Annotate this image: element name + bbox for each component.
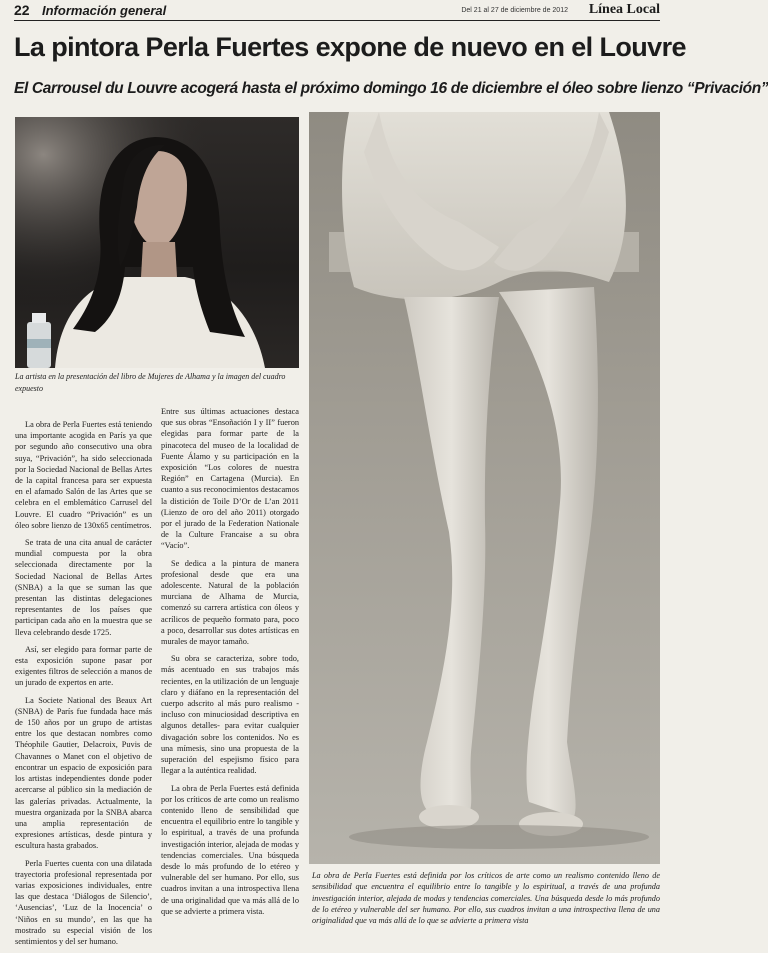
article-column-1 [15,419,152,953]
article-paragraph: Perla Fuertes cuenta con una dilatada trayectoria profesional representada por varias exposiciones individuales, entre las que destaca ‘Diálogos de Silencio’, ‘Ausencias’, ‘Luz de la Inocencia’ o ‘Niños en su mundo’, en las que ha mostrado su especial visión de los sentimientos y del ser humano. [15,858,152,946]
article-subheadline: El Carrousel du Louvre acogerá hasta el próximo domingo 16 de diciembre el óleo sobre lienzo “Privación” [14,80,768,97]
article-paragraph: La obra de Perla Fuertes está definida por los críticos de arte como un realismo contenido lleno de sensibilidad que encuentra el equilibrio entre lo tangible y lo espiritual, a través de una profunda investigación interior, alejada de modas y tendencias comerciales. Una búsqueda desde lo más profundo de lo etéreo y vulnerable del ser humano. Por ello, sus cuadros invitan a una introspectiva llena de una originalidad que va más allá de lo que se advierte a primera vista. [161,783,299,916]
article-paragraph: Se trata de una cita anual de carácter mundial compuesta por la obra seleccionada directamente por la Sociedad Nacional de Bellas Artes (SNBA) a la que se suman las que presentan las distintas delegaciones representantes de los países que participan cada año en la muestra que se lleva celebrando desde 1725. [15,538,152,637]
photo-caption: La artista en la presentación del libro de Mujeres de Alhama y la imagen del cuadro expuesto [15,372,286,393]
painting-image [309,112,660,864]
article-headline: La pintora Perla Fuertes expone de nuevo en el Louvre [14,32,686,62]
artist-photo [15,117,299,368]
artist-photo-illustration [15,117,299,368]
section-name: Información general [42,3,167,18]
article-paragraph: Entre sus últimas actuaciones destaca que sus obras “Ensoñación I y II” fueron elegidas para formar parte de la pinacoteca del museo de la localidad de Fuente Álamo y su participación en la exposición “Los colores de nuestra Región” en Cartagena (Murcia). En cuanto a sus reconocimientos destacamos la distición de Toile D’Or de L’an 2011 (Lienzo de oro del año 2011) otorgado por el jurado de la Federation Nationale de la Culture Francaise a su obra “Vacío”. [161,407,299,551]
header-rule [14,20,660,21]
painting-caption: La obra de Perla Fuertes está definida por los críticos de arte como un realismo contenido lleno de sensibilidad que encuentra el equilibrio entre lo tangible y lo espiritual, a través de una profunda investigación interior, alejada de modas y tendencias comerciales. Una búsqueda desde lo más profundo de lo etéreo y vulnerable del ser humano. Por ello, sus cuadros invitan a una introspectiva llena de una originalidad que va más allá de lo que se advierte a primera vista [312,871,660,926]
article-column-2 [161,406,299,923]
article-paragraph: Así, ser elegido para formar parte de esta exposición supone pasar por exigentes filtros de selección a manos de un jurado de expertos en arte. [15,644,152,688]
article-paragraph: La Societe National des Beaux Art (SNBA) de París fue fundada hace más de 150 años por un grupo de artistas entre los que destacan nombres como Théophile Gautier, Delacroix, Puvis de Chavannes o Manet con el objetivo de encontrar un espacio de exposición para los artistas independientes donde poder acercarse al público sin la mediación de las galerías privadas. Actualmente, la muestra organizada por la SNBA abarca una amplia representación de expresiones artísticas, desde pintura y escultura hasta grabados. [15,695,152,851]
article-paragraph: Su obra se caracteriza, sobre todo, más acentuado en sus trabajos más recientes, en la utilización de un lenguaje claro y diáfano en la representación del cuerpo adscrito al más puro realismo -incluso con minuciosidad descriptiva en algunos detalles- para evitar cualquier divagación sobre los contenidos. No es una mímesis, sino una propuesta de la superación del espejismo físico para llegar a la auténtica realidad. [161,654,299,776]
page-number: 22 [14,2,30,18]
issue-dateline: Del 21 al 27 de diciembre de 2012 [461,7,568,14]
article-paragraph: La obra de Perla Fuertes está teniendo una importante acogida en París ya que por segundo año consecutivo una obra suya, “Privación”, ha sido seleccionada por la Sociedad Nacional de Bellas Artes de la capital francesa para ser expuesta en el afamado Salón de las Artes que se celebra en el emblemático Carrusel del Louvre. El cuadro “Privación” es un óleo sobre lienzo de 130x65 centímetros. [15,420,152,530]
article-paragraph: Se dedica a la pintura de manera profesional desde que era una adolescente. Natural de la población murciana de Alhama de Murcia, comenzó su carrera artística con óleos y acrílicos de pequeño formato para, poco a poco, desarrollar sus dotes artísticas en murales de mayor tamaño. [161,558,299,647]
painting-illustration [309,112,660,864]
page-header [14,2,660,20]
publication-name: Línea Local [588,2,660,17]
